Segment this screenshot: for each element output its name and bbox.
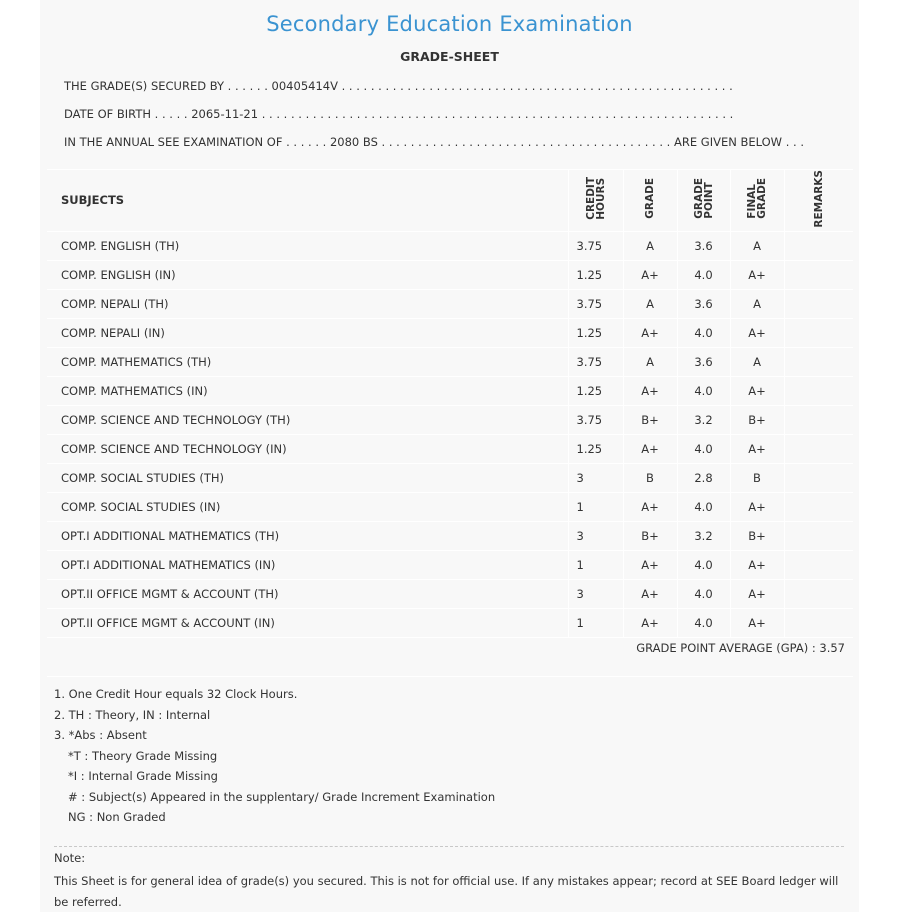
legend-item: 2. TH : Theory, IN : Internal [54,707,211,722]
remarks-cell [784,260,853,289]
dot-leader: . . . . . . . . . . . . . . . . . . . . . . . . . . . . . . . . . . . . . . . . [381,135,674,149]
remarks-cell [784,608,853,637]
table-row [47,608,853,637]
gpa-line [636,641,845,655]
final-grade-cell: A+ [730,318,784,347]
note-heading: Note: [54,851,86,865]
credit-hours-cell: 3 [568,521,623,550]
final-grade-cell: B [730,463,784,492]
credit-hours-cell: 1.25 [568,434,623,463]
final-grade-cell: A+ [730,550,784,579]
legend-item: 3. *Abs : Absent [54,728,147,742]
table-row [47,347,853,376]
subject-cell: COMP. SCIENCE AND TECHNOLOGY (IN) [47,434,568,463]
final-grade-cell: A [730,289,784,318]
dob-label: DATE OF BIRTH . . . . . [64,107,188,121]
legend-item: *I : Internal Grade Missing [68,769,218,783]
remarks-cell [784,463,853,492]
grade-point-cell: 4.0 [677,260,730,289]
remarks-cell [784,434,853,463]
final-grade-cell: A+ [730,434,784,463]
sheet-subtitle: GRADE-SHEET [400,49,499,64]
subject-cell: COMP. MATHEMATICS (IN) [47,376,568,405]
remarks-cell [784,550,853,579]
credit-hours-cell: 3.75 [568,405,623,434]
table-row [47,260,853,289]
secured-by-line [64,79,824,93]
page-title: Secondary Education Examination [266,12,633,36]
table-row [47,521,853,550]
grade-cell: B+ [623,405,677,434]
credit-hours-cell: 1.25 [568,260,623,289]
remarks-cell [784,347,853,376]
final-grade-cell: A+ [730,376,784,405]
remarks-cell [784,231,853,260]
grade-cell: A+ [623,608,677,637]
header-credit-hours: CREDIT HOURS [568,170,623,232]
credit-hours-cell: 3 [568,463,623,492]
header-subjects: SUBJECTS [47,170,568,232]
subject-cell: COMP. SCIENCE AND TECHNOLOGY (TH) [47,405,568,434]
subject-cell: OPT.II OFFICE MGMT & ACCOUNT (TH) [47,579,568,608]
subject-cell: COMP. SOCIAL STUDIES (IN) [47,492,568,521]
credit-hours-cell: 3.75 [568,289,623,318]
header-final-grade: FINAL GRADE [730,170,784,232]
table-row [47,463,853,492]
remarks-cell [784,289,853,318]
grades-table [47,169,853,638]
grade-point-cell: 3.2 [677,405,730,434]
header-remarks: REMARKS [784,170,853,232]
header-grade-point: GRADE POINT [677,170,730,232]
grade-cell: A+ [623,492,677,521]
date-of-birth: 2065-11-21 [191,107,259,121]
grade-cell: A+ [623,434,677,463]
grade-cell: B+ [623,521,677,550]
grade-point-cell: 4.0 [677,579,730,608]
table-row [47,405,853,434]
exam-suffix: ARE GIVEN BELOW . . . [674,135,804,149]
final-grade-cell: B+ [730,521,784,550]
credit-hours-cell: 1 [568,492,623,521]
final-grade-cell: A [730,231,784,260]
final-grade-cell: A+ [730,608,784,637]
grade-point-cell: 3.6 [677,289,730,318]
final-grade-cell: B+ [730,405,784,434]
table-row [47,579,853,608]
grade-cell: B [623,463,677,492]
dot-leader: . . . . . . . . . . . . . . . . . . . . . . . . . . . . . . . . . . . . . . . . . . . . . . . . . . . . . . . . . . . . . . . . . [261,107,734,121]
subject-cell: OPT.II OFFICE MGMT & ACCOUNT (IN) [47,608,568,637]
legend-item: 1. One Credit Hour equals 32 Clock Hours. [54,687,298,701]
grade-cell: A+ [623,376,677,405]
subject-cell: COMP. ENGLISH (TH) [47,231,568,260]
subject-cell: COMP. MATHEMATICS (TH) [47,347,568,376]
grade-cell: A+ [623,550,677,579]
grade-cell: A+ [623,318,677,347]
secured-by-label: THE GRADE(S) SECURED BY . . . . . . [64,79,268,93]
remarks-cell [784,521,853,550]
grade-point-cell: 4.0 [677,608,730,637]
section-divider [47,676,853,677]
final-grade-cell: A+ [730,579,784,608]
grade-point-cell: 4.0 [677,550,730,579]
dot-leader: . . . . . . . . . . . . . . . . . . . . . . . . . . . . . . . . . . . . . . . . . . . . . . . . . . . . . . [341,79,733,93]
credit-hours-cell: 1 [568,550,623,579]
grade-sheet-panel [40,0,859,912]
credit-hours-cell: 3.75 [568,231,623,260]
exam-year: 2080 BS [329,135,378,149]
subject-cell: COMP. NEPALI (TH) [47,289,568,318]
legend-item: # : Subject(s) Appeared in the supplentary/ Grade Increment Examination [68,789,496,804]
subject-cell: COMP. SOCIAL STUDIES (TH) [47,463,568,492]
header-grade: GRADE [623,170,677,232]
grade-point-cell: 3.6 [677,347,730,376]
exam-label: IN THE ANNUAL SEE EXAMINATION OF . . . . . . [64,135,327,149]
grade-point-cell: 4.0 [677,376,730,405]
credit-hours-cell: 1.25 [568,376,623,405]
gpa-label: GRADE POINT AVERAGE (GPA) : [636,641,816,655]
subject-cell: COMP. ENGLISH (IN) [47,260,568,289]
grade-cell: A [623,347,677,376]
dob-line [64,107,824,121]
remarks-cell [784,376,853,405]
final-grade-cell: A+ [730,492,784,521]
legend-item: NG : Non Graded [68,810,166,824]
credit-hours-cell: 3.75 [568,347,623,376]
table-row [47,231,853,260]
grade-cell: A+ [623,260,677,289]
grade-point-cell: 4.0 [677,318,730,347]
note-text: This Sheet is for general idea of grade(s) you secured. This is not for official use. If any mistakes appear; record at SEE Board ledger will be referred. [54,874,839,909]
grade-point-cell: 3.2 [677,521,730,550]
exam-line [64,135,824,149]
legend-list [54,687,495,831]
table-row [47,434,853,463]
gpa-value: 3.57 [819,641,845,655]
credit-hours-cell: 3 [568,579,623,608]
grade-cell: A [623,231,677,260]
symbol-number: 00405414V [271,79,338,93]
table-row [47,550,853,579]
credit-hours-cell: 1 [568,608,623,637]
grade-point-cell: 3.6 [677,231,730,260]
table-row [47,289,853,318]
remarks-cell [784,492,853,521]
table-row [47,318,853,347]
final-grade-cell: A+ [730,260,784,289]
subject-cell: OPT.I ADDITIONAL MATHEMATICS (TH) [47,521,568,550]
grade-point-cell: 2.8 [677,463,730,492]
table-row [47,492,853,521]
final-grade-cell: A [730,347,784,376]
table-header-row [47,170,853,232]
credit-hours-cell: 1.25 [568,318,623,347]
subject-cell: COMP. NEPALI (IN) [47,318,568,347]
remarks-cell [784,405,853,434]
subject-cell: OPT.I ADDITIONAL MATHEMATICS (IN) [47,550,568,579]
grade-cell: A+ [623,579,677,608]
remarks-cell [784,318,853,347]
grade-cell: A [623,289,677,318]
table-row [47,376,853,405]
grade-point-cell: 4.0 [677,492,730,521]
remarks-cell [784,579,853,608]
grade-point-cell: 4.0 [677,434,730,463]
legend-item: *T : Theory Grade Missing [68,748,218,763]
dashed-divider [54,846,844,847]
